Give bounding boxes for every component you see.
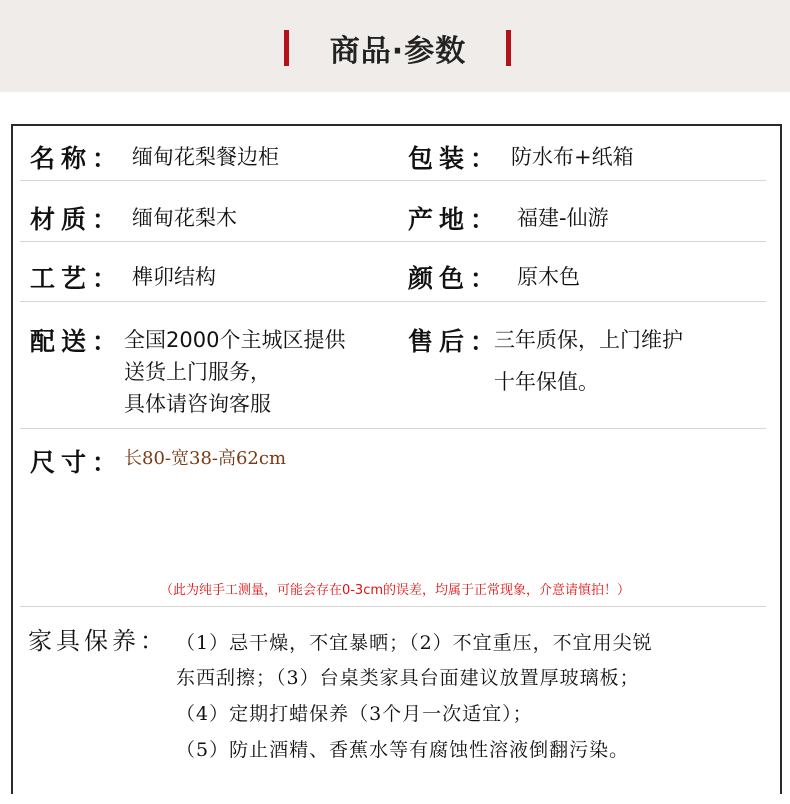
craft-label: 工艺： <box>30 264 124 293</box>
row-divider <box>20 180 766 181</box>
care-line-3: （4）定期打蜡保养（3个月一次适宜）； <box>176 703 533 725</box>
delivery-line-2: 送货上门服务， <box>124 360 271 384</box>
row-divider <box>20 241 766 242</box>
aftersales-line-1: 三年质保，上门维护 <box>494 328 683 352</box>
origin-label: 产地： <box>408 205 502 234</box>
section-banner <box>0 0 790 92</box>
craft-value: 榫卯结构 <box>132 265 216 289</box>
color-value: 原木色 <box>517 265 580 289</box>
material-label: 材质： <box>30 205 124 234</box>
care-line-2: 东西刮擦；（3）台桌类家具台面建议放置厚玻璃板； <box>176 667 640 689</box>
size-label: 尺寸： <box>30 448 124 477</box>
title-accent-bar-left <box>284 30 289 66</box>
color-label: 颜色： <box>408 264 502 293</box>
aftersales-label: 售后： <box>408 327 502 356</box>
care-label: 家具保养： <box>28 627 168 655</box>
packaging-value: 防水布+纸箱 <box>511 145 634 169</box>
row-divider <box>20 301 766 302</box>
care-line-4: （5）防止酒精、香蕉水等有腐蚀性溶液倒翻污染。 <box>176 739 630 761</box>
delivery-line-3: 具体请咨询客服 <box>124 392 271 416</box>
packaging-label: 包装： <box>408 144 502 173</box>
care-line-1: （1）忌干燥，不宜暴晒；（2）不宜重压，不宜用尖锐 <box>176 632 653 654</box>
aftersales-line-2: 十年保值。 <box>494 370 599 394</box>
section-divider <box>20 606 766 607</box>
section-title: 商品·参数 <box>329 34 467 69</box>
name-value: 缅甸花梨餐边柜 <box>132 145 279 169</box>
row-divider <box>20 428 766 429</box>
title-accent-bar-right <box>506 30 511 66</box>
delivery-line-1: 全国2000个主城区提供 <box>124 328 346 352</box>
origin-value: 福建-仙游 <box>517 206 609 230</box>
name-label: 名称： <box>30 144 124 173</box>
measurement-notice: （此为纯手工测量，可能会存在0-3cm的误差，均属于正常现象，介意请慎拍！） <box>159 583 631 598</box>
material-value: 缅甸花梨木 <box>132 206 237 230</box>
size-value: 长80-宽38-高62cm <box>124 448 287 469</box>
delivery-label: 配送： <box>30 327 124 356</box>
